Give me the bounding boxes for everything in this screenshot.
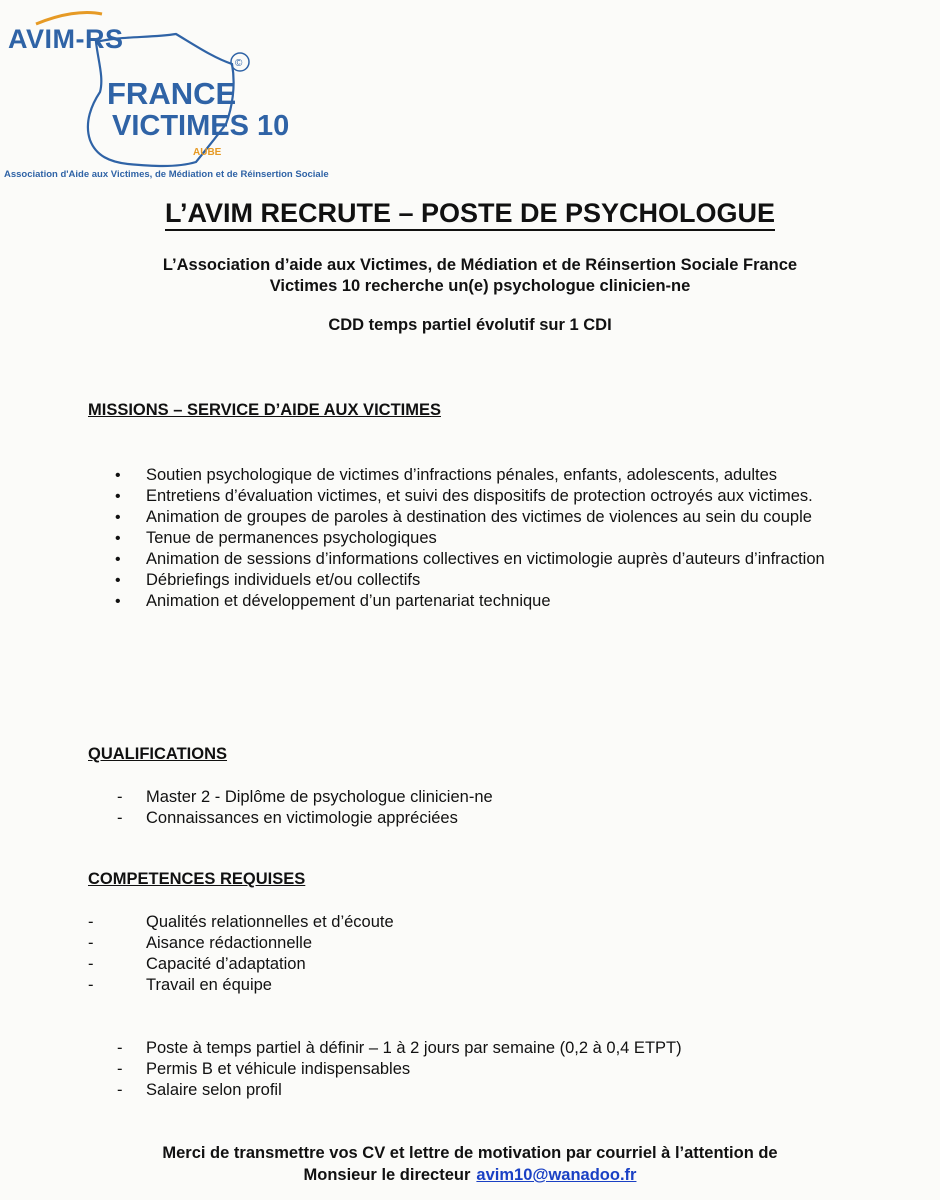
list-item: • Animation de groupes de paroles à destination des victimes de violences au sein du couple	[115, 508, 812, 526]
list-item: - Connaissances en victimologie appréciées	[117, 809, 458, 827]
list-item: - Qualités relationnelles et d’écoute	[88, 913, 394, 931]
qualifications-heading: QUALIFICATIONS	[88, 745, 228, 763]
dash-marker: -	[117, 1060, 123, 1078]
dash-marker: -	[117, 1039, 123, 1057]
dash-marker: -	[117, 809, 123, 827]
list-item: • Animation de sessions d’informations collectives en victimologie auprès d’auteurs d’infraction	[115, 550, 825, 568]
page-title-text: L’AVIM RECRUTE – POSTE DE PSYCHOLOGUE	[165, 198, 775, 231]
dash-marker: -	[117, 788, 123, 806]
dash-marker: -	[88, 976, 94, 994]
footer-line-2	[60, 1164, 880, 1186]
dash-marker: -	[88, 913, 94, 931]
logo-avim-text: AVIM-RS	[8, 24, 124, 54]
dash-marker: -	[117, 1081, 123, 1099]
logo-tagline: Association d'Aide aux Victimes, de Médiation et de Réinsertion Sociale	[4, 169, 329, 180]
email-link[interactable]: avim10@wanadoo.fr	[476, 1166, 637, 1184]
list-item: - Aisance rédactionnelle	[88, 934, 313, 952]
conditions-list	[88, 1038, 682, 1101]
subtitle-line-2: Victimes 10 recherche un(e) psychologue clinicien-ne	[269, 277, 691, 295]
contract-type: CDD temps partiel évolutif sur 1 CDI	[328, 316, 612, 334]
footer	[60, 1142, 880, 1186]
footer-line-1: Merci de transmettre vos CV et lettre de motivation par courriel à l’attention de	[162, 1144, 778, 1162]
list-item: - Capacité d’adaptation	[88, 955, 306, 973]
dash-marker: -	[88, 934, 94, 952]
bullet-marker: •	[115, 593, 121, 610]
competences-list	[88, 912, 394, 996]
dash-marker: -	[88, 955, 94, 973]
logo-victimes-text: VICTIMES 10	[112, 110, 290, 142]
subtitle	[100, 255, 860, 297]
bullet-marker: •	[115, 488, 121, 505]
list-item: - Master 2 - Diplôme de psychologue clinicien-ne	[117, 788, 493, 806]
list-item: • Débriefings individuels et/ou collectifs	[115, 571, 421, 589]
logo-aube-text: AUBE	[193, 147, 222, 158]
list-item: • Entretiens d’évaluation victimes, et suivi des dispositifs de protection octroyés aux victimes.	[115, 487, 813, 505]
subtitle-line-1: L’Association d’aide aux Victimes, de Médiation et de Réinsertion Sociale France	[162, 256, 798, 274]
footer-recipient: Monsieur le directeur	[303, 1166, 471, 1184]
list-item: - Poste à temps partiel à définir – 1 à 2 jours par semaine (0,2 à 0,4 ETPT)	[117, 1039, 682, 1057]
list-item: - Travail en équipe	[88, 976, 272, 994]
logo	[0, 0, 329, 190]
bullet-marker: •	[115, 551, 121, 568]
list-item: - Permis B et véhicule indispensables	[117, 1060, 411, 1078]
qualifications-list	[88, 787, 493, 829]
bullet-marker: •	[115, 530, 121, 547]
svg-text:©: ©	[235, 58, 243, 69]
competences-heading: COMPETENCES REQUISES	[88, 870, 306, 888]
bullet-marker: •	[115, 509, 121, 526]
list-item: • Animation et développement d’un partenariat technique	[115, 592, 551, 610]
logo-france-text: FRANCE	[107, 76, 237, 111]
missions-list	[88, 465, 840, 612]
page-title	[0, 198, 940, 229]
list-item: - Salaire selon profil	[117, 1081, 282, 1099]
missions-heading: MISSIONS – SERVICE D’AIDE AUX VICTIMES	[88, 401, 441, 419]
bullet-marker: •	[115, 572, 121, 589]
bullet-marker: •	[115, 467, 121, 484]
list-item: • Tenue de permanences psychologiques	[115, 529, 437, 547]
list-item: • Soutien psychologique de victimes d’infractions pénales, enfants, adolescents, adultes	[115, 466, 778, 484]
